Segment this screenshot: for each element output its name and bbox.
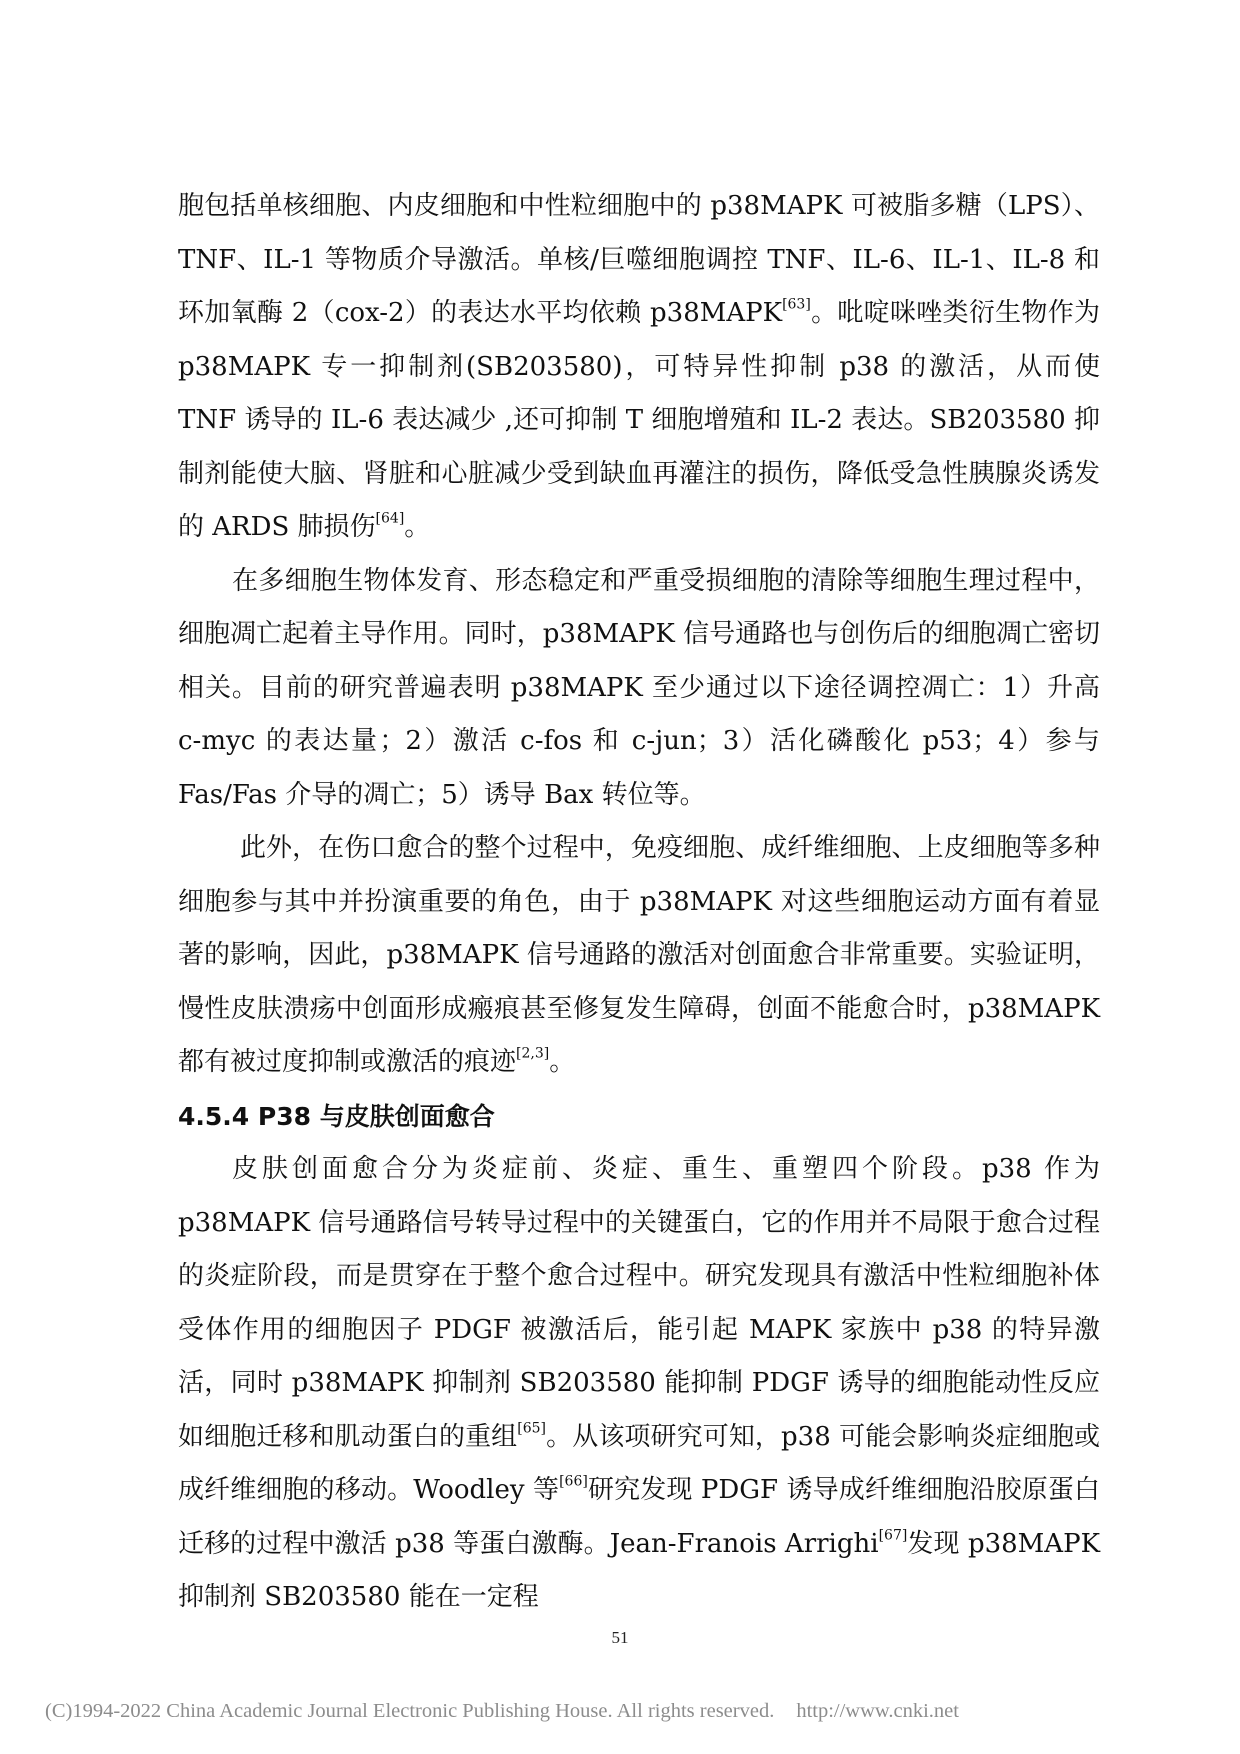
- paragraph-text: 。: [549, 1047, 576, 1077]
- paragraph-text: 。吡啶咪唑类衍生物作为 p38MAPK 专一抑制剂(SB203580)，可特异性抑制 p38 的激活，从而使 TNF 诱导的 IL-6 表达减少 ,还可抑制 T 细胞增殖和 IL-2 表达。SB203580 抑制剂能使大脑、肾脏和心脏减少受到缺血再灌注的损伤，降低受急性胰腺炎诱发的 ARDS 肺损伤: [178, 298, 1100, 542]
- citation: [63]: [782, 296, 811, 313]
- copyright-text: (C)1994-2022 China Academic Journal Electronic Publishing House. All rights reserved.: [45, 1700, 775, 1722]
- citation: [2,3]: [516, 1045, 550, 1062]
- page-body: [178, 180, 1100, 1625]
- paragraph-text: 发现 p38MAPK 抑制剂 SB203580 能在一定程: [178, 1528, 1100, 1612]
- paragraph-text: 。: [404, 512, 431, 542]
- section-heading: 4.5.4 P38 与皮肤创面愈合: [178, 1101, 495, 1131]
- body-paragraph: [178, 180, 1100, 555]
- citation: [67]: [878, 1526, 908, 1543]
- copyright-footer: [45, 1700, 959, 1723]
- citation: [66]: [559, 1473, 588, 1490]
- paragraph-text: 在多细胞生物体发育、形态稳定和严重受损细胞的清除等细胞生理过程中，细胞凋亡起着主导作用。同时，p38MAPK 信号通路也与创伤后的细胞凋亡密切相关。目前的研究普遍表明 p38MAPK 至少通过以下途径调控凋亡：1）升高 c-myc 的表达量；2）激活 c-fos 和 c-jun；3）活化磷酸化 p53；4）参与 Fas/Fas 介导的凋亡；5）诱导 Bax 转位等。: [178, 565, 1100, 810]
- citation: [64]: [375, 510, 405, 527]
- body-paragraph: [178, 555, 1100, 823]
- paragraph-text: 。从该项研究可知，p38 可能会影响炎症细胞或成纤维细胞的移动。Woodley 等: [178, 1421, 1100, 1505]
- paragraph-text: 此外，在伤口愈合的整个过程中，免疫细胞、成纤维细胞、上皮细胞等多种细胞参与其中并扮演重要的角色，由于 p38MAPK 对这些细胞运动方面有着显著的影响，因此，p38MAPK 信号通路的激活对创面愈合非常重要。实验证明，慢性皮肤溃疡中创面形成瘢痕甚至修复发生障碍，创面不能愈合时，p38MAPK 都有被过度抑制或激活的痕迹: [178, 833, 1100, 1077]
- citation: [65]: [517, 1419, 547, 1436]
- footer-url: http://www.cnki.net: [796, 1700, 959, 1722]
- page-number: 51: [611, 1628, 629, 1647]
- paragraph-text: 研究发现 PDGF 诱导成纤维细胞沿胶原蛋白迁移的过程中激活 p38 等蛋白激酶。Jean-Franois Arrighi: [178, 1475, 1100, 1559]
- body-paragraph: [178, 822, 1100, 1090]
- paragraph-text: 胞包括单核细胞、内皮细胞和中性粒细胞中的 p38MAPK 可被脂多糖（LPS）、TNF、IL-1 等物质介导激活。单核/巨噬细胞调控 TNF、IL-6、IL-1、IL-8 和环加氧酶 2（cox-2）的表达水平均依赖 p38MAPK: [178, 191, 1100, 328]
- paragraph-text: 皮肤创面愈合分为炎症前、炎症、重生、重塑四个阶段。p38 作为 p38MAPK 信号通路信号转导过程中的关键蛋白，它的作用并不局限于愈合过程的炎症阶段，而是贯穿在于整个愈合过程中。研究发现具有激活中性粒细胞补体受体作用的细胞因子 PDGF 被激活后，能引起 MAPK 家族中 p38 的特异激活，同时 p38MAPK 抑制剂 SB203580 能抑制 PDGF 诱导的细胞能动性反应如细胞迁移和肌动蛋白的重组: [178, 1154, 1100, 1452]
- body-paragraph: [178, 1143, 1100, 1625]
